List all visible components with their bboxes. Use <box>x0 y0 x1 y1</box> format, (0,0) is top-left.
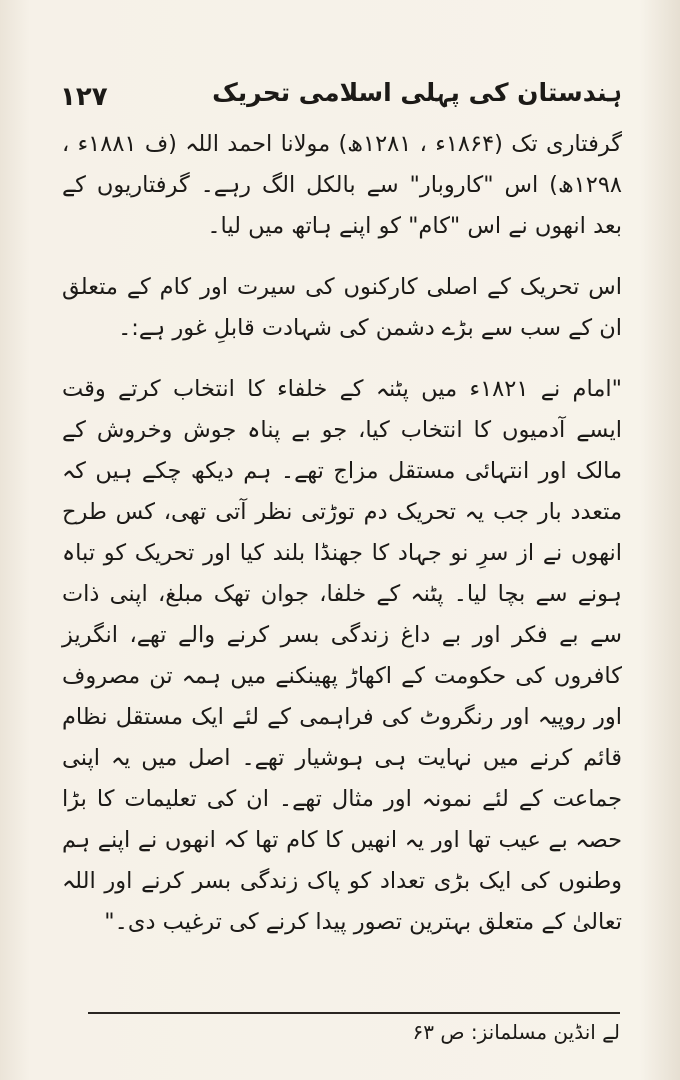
footnote-divider <box>88 1012 620 1014</box>
page-header <box>60 78 622 118</box>
paragraph-2: اس تحریک کے اصلی کارکنوں کی سیرت اور کام کے متعلق ان کے سب سے بڑے دشمن کی شہادت قابلِ غور ہے:۔ <box>62 274 622 341</box>
paragraph-1: گرفتاری تک (۱۸۶۴ء ، ۱۲۸۱ھ) مولانا احمد اللہ (ف ۱۸۸۱ء ، ۱۲۹۸ھ) اس "کاروبار" سے بالکل الگ رہے۔ گرفتاریوں کے بعد انھوں نے اس "کام" کو اپنے ہاتھ میں لیا۔ <box>62 131 622 239</box>
body-text <box>62 124 622 943</box>
page-number: ۱۲۷ <box>60 82 108 112</box>
paragraph-gap <box>62 247 622 267</box>
footnote: لے انڈین مسلمانز: ص ۶۳ <box>412 1020 620 1044</box>
running-title: ہندستان کی پہلی اسلامی تحریک <box>212 78 622 107</box>
paragraph-3-quotation: "امام نے ۱۸۲۱ء میں پٹنہ کے خلفاء کا انتخاب کرتے وقت ایسے آدمیوں کا انتخاب کیا، جو بے پناہ جوش وخروش کے مالک اور انتہائی مستقل مزاج تھے۔ ہم دیکھ چکے ہیں کہ متعدد بار جب یہ تحریک دم توڑتی نظر آتی تھی، کس طرح انھوں نے از سرِ نو جہاد کا جھنڈا بلند کیا اور تحریک کو تباہ ہونے سے بچا لیا۔ پٹنہ کے خلفا، جوان تھک مبلغ، اپنی ذات سے بے فکر اور بے داغ زندگی بسر کرنے والے تھے، انگریز کافروں کی حکومت کے اکھاڑ پھینکنے میں ہمہ تن مصروف اور روپیہ اور رنگروٹ کی فراہمی کے لئے ایک مستقل نظام قائم کرنے میں نہایت ہی ہوشیار تھے۔ اصل میں یہ اپنی جماعت کے لئے نمونہ اور مثال تھے۔ ان کی تعلیمات کا بڑا حصہ بے عیب تھا اور یہ انھیں کا کام تھا کہ انھوں نے اپنے ہم وطنوں کی ایک بڑی تعداد کو پاک زندگی بسر کرنے اور اللہ تعالیٰ کے متعلق بہترین تصور پیدا کرنے کی ترغیب دی۔" <box>62 376 622 935</box>
paragraph-gap <box>62 349 622 369</box>
